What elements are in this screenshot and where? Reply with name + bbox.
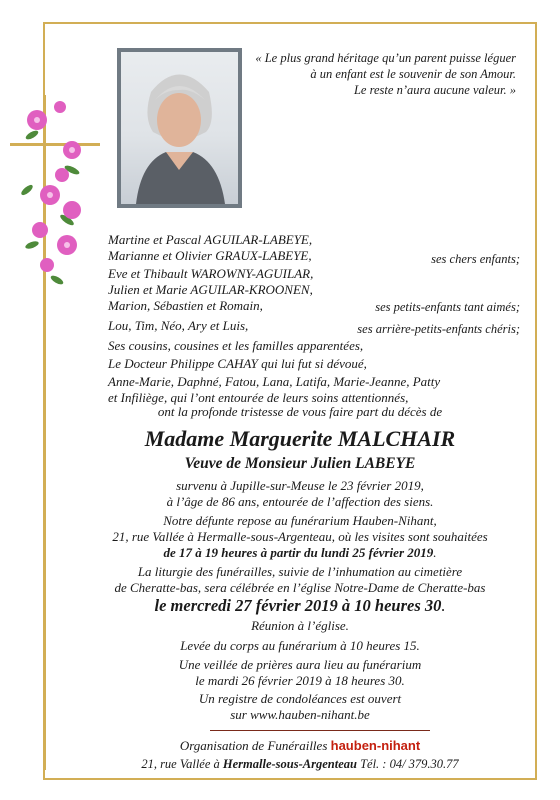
quote-block [226,50,516,98]
portrait-frame [117,48,242,208]
family-line: Ses cousins, cousines et les familles apparentées, [108,338,364,353]
vigil-line: Une veillée de prières aura lieu au funérarium [178,657,422,672]
register-line: sur www.hauben-nihant.be [230,707,370,722]
great-grandchildren: Lou, Tim, Néo, Ary et Luis, [108,318,249,333]
others-list [108,338,440,406]
quote-line: « Le plus grand héritage qu’un parent puisse léguer [255,51,516,65]
death-info [60,478,540,510]
family-line: Eve et Thibault WAROWNY-AGUILAR, [108,266,314,281]
death-line: survenu à Jupille-sur-Meuse le 23 février 2019, [176,478,424,493]
ceremony-date-end: . [441,596,446,615]
address-prefix: 21, rue Vallée à [141,757,220,771]
portrait-illustration [121,52,238,204]
organisation-line [60,738,540,754]
quote-line: Le reste n’aura aucune valeur. » [353,83,516,97]
death-line: à l’âge de 86 ans, entourée de l’affection des siens. [166,494,434,509]
vigil-info [60,657,540,689]
address-town: Hermalle-sous-Argenteau [222,757,357,771]
pink-flowers-icon [12,95,92,295]
ceremony-date-text: le mercredi 27 février 2019 à 10 heures 30 [154,596,442,615]
family-line: Marion, Sébastien et Romain, [108,298,263,313]
great-grandchildren-role: ses arrière-petits-enfants chéris; [357,322,520,336]
family-line: et Infiliège, qui l’ont entourée de leurs soins attentionnés, [108,390,409,405]
liturgy-info [60,564,540,596]
deceased-name: Madame Marguerite MALCHAIR [144,426,456,451]
announcement: ont la profonde tristesse de vous faire part du décès de [157,404,443,419]
grandchildren-role: ses petits-enfants tant aimés; [375,300,520,314]
family-line: Le Docteur Philippe CAHAY qui lui fut si dévoué, [108,356,367,371]
visits-line [60,545,540,561]
grandchildren-list [108,266,313,314]
divider [210,730,430,731]
reunion-line: Réunion à l’église. [251,618,349,633]
address-phone: Tél. : 04/ 379.30.77 [360,757,459,771]
brand-logo: hauben-nihant [330,738,421,753]
quote-line: à un enfant est le souvenir de son Amour. [310,67,516,81]
children-list [108,232,312,264]
liturgy-line: La liturgie des funérailles, suivie de l’inhumation au cimetière [137,564,463,579]
levee-line: Levée du corps au funérarium à 10 heures 15. [180,638,420,653]
rest-line: 21, rue Vallée à Hermalle-sous-Argenteau, où les visites sont souhaitées [112,529,488,544]
visits-end: . [433,545,437,560]
widow-line: Veuve de Monsieur Julien LABEYE [184,455,416,472]
portrait-photo [121,52,238,204]
family-line: Martine et Pascal AGUILAR-LABEYE, [108,232,313,247]
liturgy-line: de Cheratte-bas, sera célébrée en l’église Notre-Dame de Cheratte-bas [114,580,486,595]
organisation-label: Organisation de Funérailles [179,738,328,753]
children-role: ses chers enfants; [431,252,520,266]
family-line: Marianne et Olivier GRAUX-LABEYE, [108,248,312,263]
register-info [60,691,540,723]
register-line: Un registre de condoléances est ouvert [198,691,402,706]
family-line: Julien et Marie AGUILAR-KROONEN, [108,282,313,297]
family-line: Anne-Marie, Daphné, Fatou, Lana, Latifa, Marie-Jeanne, Patty [108,374,441,389]
vigil-line: le mardi 26 février 2019 à 18 heures 30. [195,673,405,688]
rest-line: Notre défunte repose au funérarium Hauben-Nihant, [163,513,437,528]
address-line [60,757,540,772]
ceremony-date [60,596,540,616]
rest-info [60,513,540,561]
visits-hours: de 17 à 19 heures à partir du lundi 25 février 2019 [163,545,434,560]
